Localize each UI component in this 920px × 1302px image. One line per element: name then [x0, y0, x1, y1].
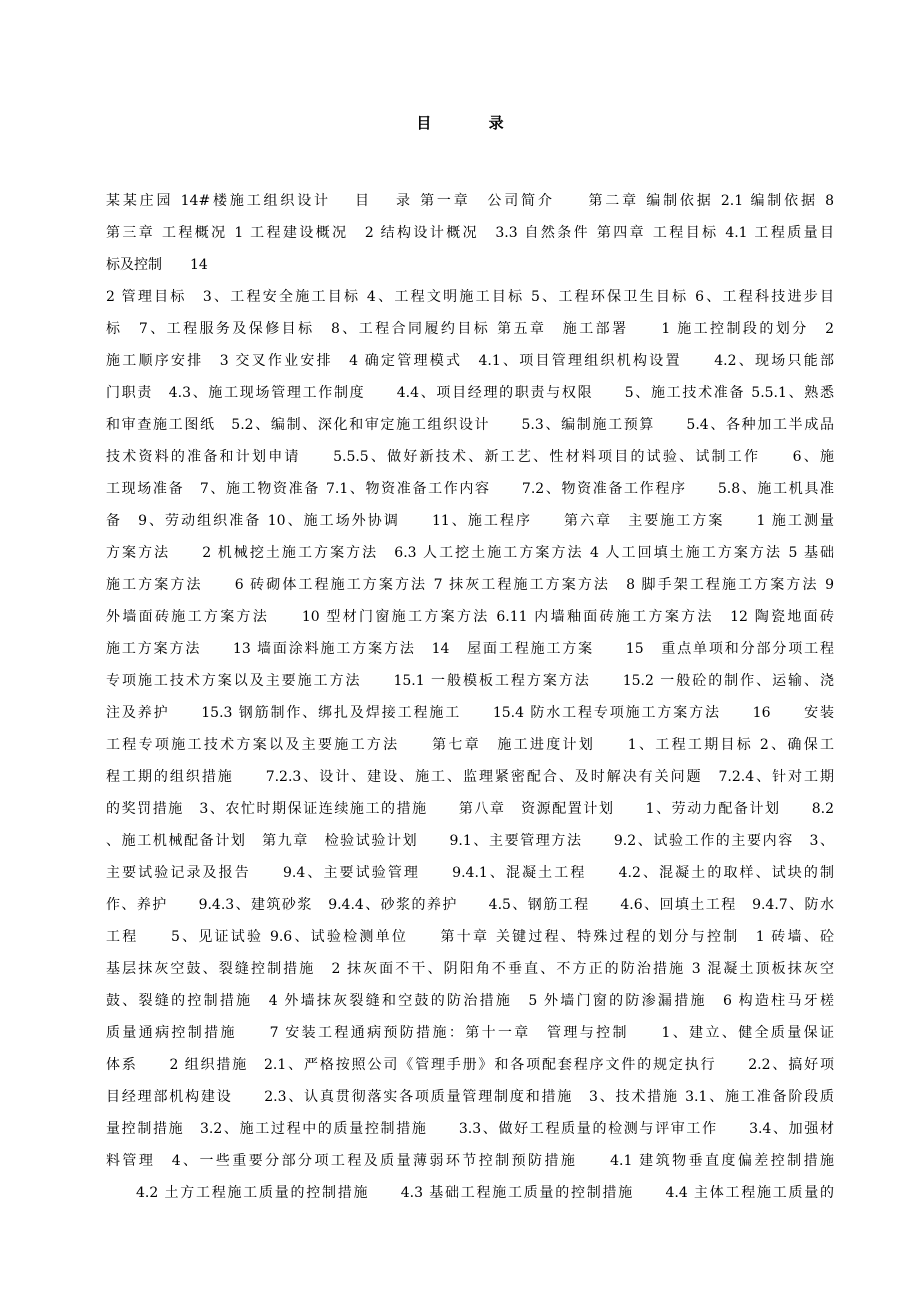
- toc-line: 、施工机械配备计划 第九章 检验试验计划 9.1、主要管理方法 9.2、试验工作的主要内容 3、: [106, 833, 834, 849]
- toc-line: 技术资料的准备和计划申请 5.5.5、做好新技术、新工艺、性材料项目的试验、试制工作 6、施: [106, 449, 834, 465]
- toc-line: 工程专项施工技术方案以及主要施工方法 第七章 施工进度计划 1、工程工期目标 2、确保工: [106, 737, 834, 753]
- toc-line: 专项施工技术方案以及主要施工方法 15.1 一般模板工程方案方法 15.2 一般砼的制作、运输、浇: [106, 673, 834, 689]
- toc-line: 质量通病控制措施 7 安装工程通病预防措施：第十一章 管理与控制 1、建立、健全质量保证: [106, 1025, 834, 1041]
- toc-line: 鼓、裂缝的控制措施 4 外墙抹灰裂缝和空鼓的防治措施 5 外墙门窗的防渗漏措施 6 构造柱马牙槎: [106, 993, 834, 1009]
- toc-line: 作、养护 9.4.3、建筑砂浆 9.4.4、砂浆的养护 4.5、钢筋工程 4.6、回填土工程 9.4.7、防水: [106, 897, 834, 913]
- toc-line: 外墙面砖施工方案方法 10 型材门窗施工方案方法 6.11 内墙釉面砖施工方案方法 12 陶瓷地面砖: [106, 609, 834, 625]
- toc-line: 注及养护 15.3 钢筋制作、绑扎及焊接工程施工 15.4 防水工程专项施工方案方法 16 安装: [106, 705, 834, 721]
- toc-line: 标 7、工程服务及保修目标 8、工程合同履约目标 第五章 施工部署 1 施工控制段的划分 2: [106, 321, 834, 337]
- toc-line: 目经理部机构建设 2.3、认真贯彻落实各项质量管理制度和措施 3、技术措施 3.1、施工准备阶段质: [106, 1089, 834, 1105]
- toc-line: 第三章 工程概况 1 工程建设概况 2 结构设计概况 3.3 自然条件 第四章 工程目标 4.1 工程质量目: [106, 225, 834, 241]
- toc-line: 门职责 4.3、施工现场管理工作制度 4.4、项目经理的职责与权限 5、施工技术准备 5.5.1、熟悉: [106, 385, 834, 401]
- toc-line: 量控制措施 3.2、施工过程中的质量控制措施 3.3、做好工程质量的检测与评审工作 3.4、加强材: [106, 1121, 834, 1137]
- toc-line: 和审查施工图纸 5.2、编制、深化和审定施工组织设计 5.3、编制施工预算 5.4、各种加工半成品: [106, 417, 834, 433]
- toc-line: 方案方法 2 机械挖土施工方案方法 6.3 人工挖土施工方案方法 4 人工回填土施工方案方法 5 基础: [106, 545, 834, 561]
- toc-line: 的奖罚措施 3、农忙时期保证连续施工的措施 第八章 资源配置计划 1、劳动力配备计划 8.2: [106, 801, 834, 817]
- toc-line: 2 管理目标 3、工程安全施工目标 4、工程文明施工目标 5、工程环保卫生目标 6、工程科技进步目: [106, 289, 834, 305]
- toc-line: 工程 5、见证试验 9.6、试验检测单位 第十章 关键过程、特殊过程的划分与控制 1 砖墙、砼: [106, 929, 834, 945]
- toc-line: 4.2 土方工程施工质量的控制措施 4.3 基础工程施工质量的控制措施 4.4 主体工程施工质量的: [136, 1185, 834, 1201]
- toc-line: 体系 2 组织措施 2.1、严格按照公司《管理手册》和各项配套程序文件的规定执行 2.2、搞好项: [106, 1057, 834, 1073]
- page-title: 目 录: [416, 114, 530, 132]
- toc-line: 施工顺序安排 3 交叉作业安排 4 确定管理模式 4.1、项目管理组织机构设置 4.2、现场只能部: [106, 353, 834, 369]
- toc-line: 某某庄园 14#楼施工组织设计 目 录 第一章 公司简介 第二章 编制依据 2.1 编制依据 8: [106, 193, 834, 209]
- toc-line: 工现场准备 7、施工物资准备 7.1、物资准备工作内容 7.2、物资准备工作程序 5.8、施工机具准: [106, 481, 834, 497]
- toc-line: 施工方案方法 13 墙面涂料施工方案方法 14 屋面工程施工方案 15 重点单项和分部分项工程: [106, 641, 834, 657]
- toc-line: 基层抹灰空鼓、裂缝控制措施 2 抹灰面不干、阴阳角不垂直、不方正的防治措施 3 混凝土顶板抹灰空: [106, 961, 834, 977]
- toc-line: 程工期的组织措施 7.2.3、设计、建设、施工、监理紧密配合、及时解决有关问题 7.2.4、针对工期: [106, 769, 834, 785]
- toc-line: 施工方案方法 6 砖砌体工程施工方案方法 7 抹灰工程施工方案方法 8 脚手架工程施工方案方法 9: [106, 577, 834, 593]
- toc-line: 主要试验记录及报告 9.4、主要试验管理 9.4.1、混凝土工程 4.2、混凝土的取样、试块的制: [106, 865, 834, 881]
- toc-line: 料管理 4、一些重要分部分项工程及质量薄弱环节控制预防措施 4.1 建筑物垂直度偏差控制措施: [106, 1153, 834, 1169]
- toc-line: 备 9、劳动组织准备 10、施工场外协调 11、施工程序 第六章 主要施工方案 1 施工测量: [106, 513, 834, 529]
- table-of-contents: [106, 187, 834, 1211]
- toc-line: 标及控制 14: [106, 257, 208, 273]
